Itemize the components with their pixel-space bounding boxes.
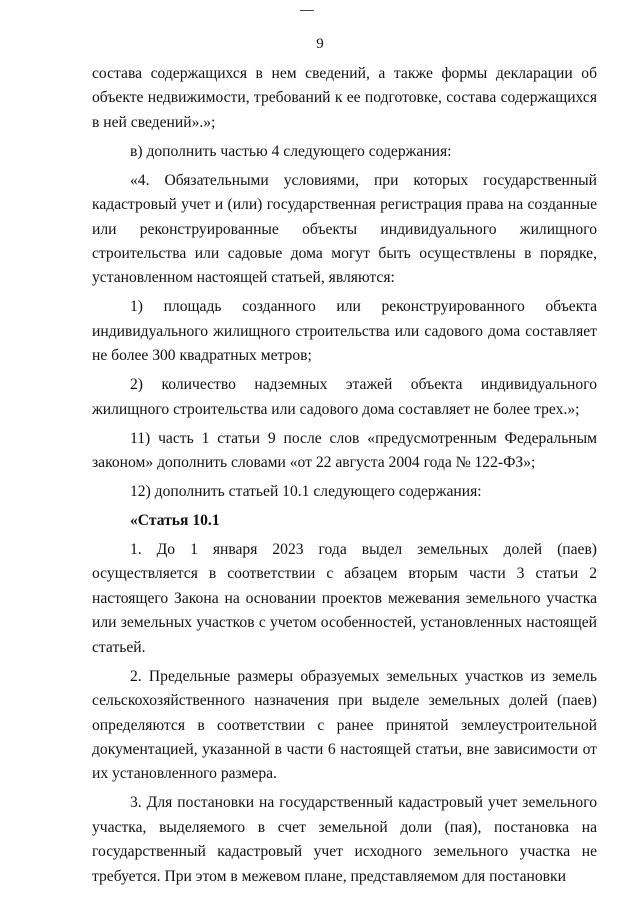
paragraph-condition-2: 2) количество надземных этажей объекта индивидуального жилищного строительства или садового дома составляет не более трех.»;: [92, 376, 597, 418]
document-body: [92, 62, 597, 894]
paragraph-article-part-3: 3. Для постановки на государственный кадастровый учет земельного участка, выделяемого в счет земельной доли (пая), постановка на государственный кадастровый учет исходного земельного участка не требуется. При этом в межевом плане, представляемом для постановки: [92, 794, 597, 885]
paragraph-continuation: состава содержащихся в нем сведений, а также формы декларации об объекте недвижимости, требований к ее подготовке, состава содержащихся в ней сведений».»;: [92, 65, 597, 131]
paragraph-amendment-v: в) дополнить частью 4 следующего содержания:: [130, 142, 452, 160]
paragraph-item-11: 11) часть 1 статьи 9 после слов «предусмотренным Федеральным законом» дополнить словами «от 22 августа 2004 года № 122-ФЗ»;: [92, 429, 597, 472]
article-heading: «Статья 10.1: [130, 512, 220, 530]
paragraph-condition-1: 1) площадь созданного или реконструированного объекта индивидуального жилищного строительства или садового дома составляет не более 300 квадратных метров;: [92, 298, 597, 365]
scan-artifact: [300, 10, 314, 11]
paragraph-article-part-1: 1. До 1 января 2023 года выдел земельных долей (паев) осуществляется в соответствии с абзацем вторым части 3 статьи 2 настоящего Закона на основании проектов межевания земельного участка или земельных участков с учетом особенностей, установленных настоящей статьей.: [92, 541, 597, 656]
paragraph-part-4: «4. Обязательными условиями, при которых государственный кадастровый учет и (или) государственная регистрация права на созданные или реконструированные объекты индивидуального жилищного строительства или садовые дома могут быть осуществлены в порядке, установленном настоящей статьей, являются:: [92, 171, 597, 287]
paragraph-article-part-2: 2. Предельные размеры образуемых земельных участков из земель сельскохозяйственного назначения при выделе земельных долей (паев) определяются в соответствии с ранее принятой землеустроительной документацией, указанной в части 6 настоящей статьи, вне зависимости от их установленного размера.: [92, 667, 597, 783]
page-number: 9: [316, 36, 324, 52]
paragraph-item-12: 12) дополнить статьей 10.1 следующего содержания:: [130, 483, 482, 501]
